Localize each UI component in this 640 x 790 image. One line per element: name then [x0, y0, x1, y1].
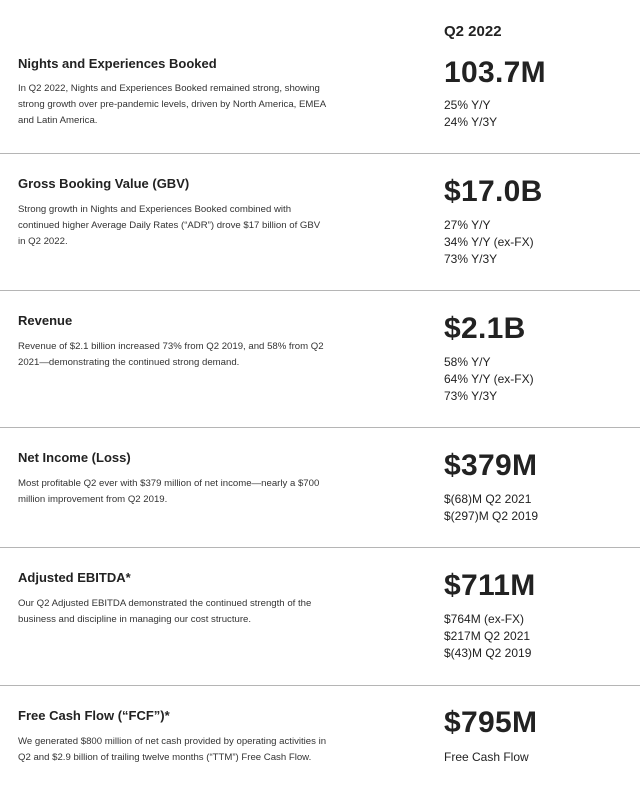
- metric-title: Gross Booking Value (GBV): [18, 176, 190, 191]
- metric-detail: Free Cash Flow: [444, 750, 529, 764]
- metric-details: [444, 749, 529, 766]
- metric-detail: $(68)M Q2 2021: [444, 492, 532, 506]
- metric-detail: $(43)M Q2 2019: [444, 646, 532, 660]
- metric-detail: 34% Y/Y (ex-FX): [444, 235, 534, 249]
- metric-description: Revenue of $2.1 billion increased 73% from Q2 2019, and 58% from Q2 2021—demonstrating the continued strong demand.: [18, 341, 324, 368]
- metric-detail: 27% Y/Y: [444, 218, 491, 232]
- metric-title: Adjusted EBITDA*: [18, 570, 131, 585]
- metric-detail: 25% Y/Y: [444, 98, 491, 112]
- metric-description: Most profitable Q2 ever with $379 million of net income—nearly a $700 million improvement from Q2 2019.: [18, 478, 320, 505]
- section-divider: [0, 427, 640, 428]
- section-divider: [0, 547, 640, 548]
- metric-detail: 58% Y/Y: [444, 355, 491, 369]
- section-divider: [0, 685, 640, 686]
- period-header: Q2 2022: [444, 23, 502, 40]
- metric-value: $379M: [444, 449, 538, 482]
- metric-title: Free Cash Flow (“FCF”)*: [18, 708, 170, 723]
- metric-detail: $(297)M Q2 2019: [444, 509, 539, 523]
- metric-details: [444, 217, 534, 268]
- metric-detail: $764M (ex-FX): [444, 612, 525, 626]
- metric-detail: 73% Y/3Y: [444, 389, 498, 403]
- metric-value: 103.7M: [444, 56, 546, 89]
- metric-details: [444, 97, 497, 131]
- metric-title: Nights and Experiences Booked: [18, 56, 217, 71]
- metric-detail: 64% Y/Y (ex-FX): [444, 372, 534, 386]
- metric-description: Our Q2 Adjusted EBITDA demonstrated the continued strength of the business and discipline in managing our cost structure.: [18, 598, 312, 625]
- metric-description: Strong growth in Nights and Experiences Booked combined with continued higher Average Daily Rates (“ADR”) drove $17 billion of GBV in Q2 2022.: [18, 204, 321, 247]
- metric-detail: 24% Y/3Y: [444, 115, 498, 129]
- metric-details: [444, 611, 531, 662]
- metric-value: $17.0B: [444, 175, 543, 208]
- metric-description: In Q2 2022, Nights and Experiences Booked remained strong, showing strong growth over pre-pandemic levels, driven by North America, EMEA and Latin America.: [18, 83, 326, 126]
- metric-detail: $217M Q2 2021: [444, 629, 531, 643]
- metric-value: $795M: [444, 706, 538, 739]
- metric-title: Net Income (Loss): [18, 450, 131, 465]
- metric-details: [444, 491, 538, 525]
- metric-description: We generated $800 million of net cash provided by operating activities in Q2 and $2.9 billion of trailing twelve months (“TTM”) Free Cash Flow.: [18, 736, 327, 763]
- metric-title: Revenue: [18, 313, 73, 328]
- metric-value: $2.1B: [444, 312, 526, 345]
- section-divider: [0, 153, 640, 154]
- metric-details: [444, 354, 534, 405]
- metric-detail: 73% Y/3Y: [444, 252, 498, 266]
- section-divider: [0, 290, 640, 291]
- metric-value: $711M: [444, 569, 536, 602]
